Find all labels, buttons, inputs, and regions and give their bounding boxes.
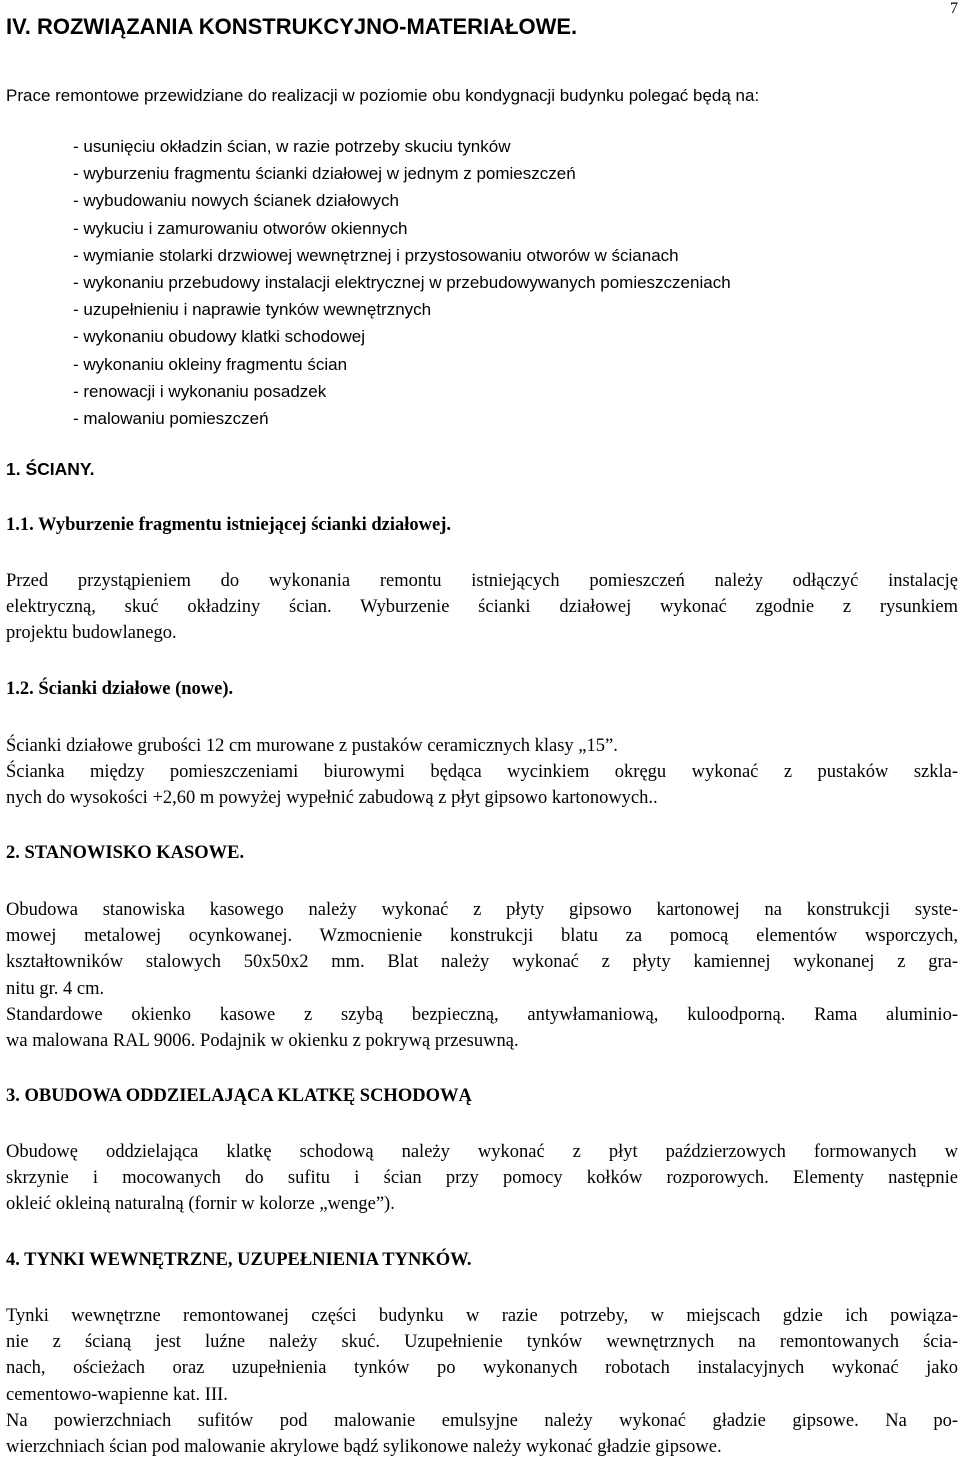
text-line: Przed przystąpieniem do wykonania remontu istniejących pomieszczeń należy odłączyć instalację xyxy=(6,571,958,591)
text-line: Ścianki działowe grubości 12 cm murowane z pustaków ceramicznych klasy „15”. xyxy=(6,736,618,756)
text-line: Obudowa stanowiska kasowego należy wykonać z płyty gipsowo kartonowej na konstrukcji syste- xyxy=(6,900,958,920)
text-line: skrzynie i mocowanych do sufitu i ścian przy pomocy kołków rozporowych. Elementy następnie xyxy=(6,1168,958,1189)
section-2-text xyxy=(6,897,958,1054)
list-item: - uzupełnieniu i naprawie tynków wewnętrznych xyxy=(73,300,432,320)
page-number: 7 xyxy=(950,0,958,17)
section-4-heading: 4. TYNKI WEWNĘTRZNE, UZUPEŁNIENIA TYNKÓW. xyxy=(6,1250,472,1270)
list-item: - wyburzeniu fragmentu ścianki działowej w jednym z pomieszczeń xyxy=(73,164,576,184)
list-item: - wykonaniu obudowy klatki schodowej xyxy=(73,327,365,347)
text-line: elektryczną, skuć okładziny ścian. Wyburzenie ścianki działowej wykonać zgodnie z rysunkiem xyxy=(6,597,958,618)
section-2-heading: 2. STANOWISKO KASOWE. xyxy=(6,843,245,863)
list-item: - renowacji i wykonaniu posadzek xyxy=(73,381,327,401)
text-line: Na powierzchniach sufitów pod malowanie emulsyjne należy wykonać gładzie gipsowe. Na po- xyxy=(6,1410,958,1431)
section-4-text xyxy=(6,1303,958,1460)
text-line: wa malowana RAL 9006. Podajnik w okienku z pokrywą przesuwną. xyxy=(6,1031,519,1052)
text-line: projektu budowlanego. xyxy=(6,623,177,644)
text-line: nitu gr. 4 cm. xyxy=(6,978,105,999)
section-1-1-text xyxy=(6,568,958,647)
list-item: - usunięciu okładzin ścian, w razie potrzeby skuciu tynków xyxy=(73,137,511,156)
text-line: nach, ościeżach oraz uzupełnienia tynków po wykonanych robotach instalacyjnych wykonać jako xyxy=(6,1358,958,1379)
text-line: Obudowę oddzielająca klatkę schodową należy wykonać z płyt paździerzowych formowanych w xyxy=(6,1142,958,1162)
section-1-heading: 1. ŚCIANY. xyxy=(6,459,95,479)
text-line: Tynki wewnętrzne remontowanej części budynku w razie potrzeby, w miejscach gdzie ich powiąza- xyxy=(6,1306,958,1326)
text-line: Ścianka między pomieszczeniami biurowymi będąca wycinkiem okręgu wykonać z pustaków szkla- xyxy=(6,762,958,783)
text-line: cementowo-wapienne kat. III. xyxy=(6,1384,228,1405)
text-line: Standardowe okienko kasowe z szybą bezpieczną, antywłamaniową, kuloodporną. Rama aluminio- xyxy=(6,1004,958,1025)
section-1-2-text xyxy=(6,733,958,812)
intro-paragraph: Prace remontowe przewidziane do realizacji w poziomie obu kondygnacji budynku polegać będą na: xyxy=(6,86,760,105)
list-item: - malowaniu pomieszczeń xyxy=(73,409,269,429)
list-item: - wykuciu i zamurowaniu otworów okiennych xyxy=(73,218,408,238)
section-3-heading: 3. OBUDOWA ODDZIELAJĄCA KLATKĘ SCHODOWĄ xyxy=(6,1086,472,1106)
list-item: - wybudowaniu nowych ścianek działowych xyxy=(73,191,399,211)
text-line: kształtowników stalowych 50x50x2 mm. Blat należy wykonać z płyty kamiennej wykonanej z gra- xyxy=(6,952,958,973)
text-line: mowej metalowej ocynkowanej. Wzmocnienie konstrukcji blatu za pomocą elementów wsporczych, xyxy=(6,926,958,947)
text-line: wierzchniach ścian pod malowanie akrylowe bądź sylikonowe należy wykonać gładzie gipsowe. xyxy=(6,1437,722,1458)
list-item: - wykonaniu przebudowy instalacji elektrycznej w przebudowywanych pomieszczeniach xyxy=(73,273,731,293)
text-line: nych do wysokości +2,60 m powyżej wypełnić zabudową z płyt gipsowo kartonowych.. xyxy=(6,788,658,809)
works-list xyxy=(73,133,953,432)
section-1-1-heading: 1.1. Wyburzenie fragmentu istniejącej ścianki działowej. xyxy=(6,515,451,535)
list-item: - wykonaniu okleiny fragmentu ścian xyxy=(73,354,348,374)
section-1-2-heading: 1.2. Ścianki działowe (nowe). xyxy=(6,679,234,699)
list-item: - wymianie stolarki drzwiowej wewnętrznej i przystosowaniu otworów w ścianach xyxy=(73,245,679,265)
text-line: nie z ścianą jest luźne należy skuć. Uzupełnienie tynków wewnętrznych na remontowanych ścia- xyxy=(6,1332,958,1353)
chapter-title: IV. ROZWIĄZANIA KONSTRUKCYJNO-MATERIAŁOWE. xyxy=(6,14,578,39)
text-line: okleić okleiną naturalną (fornir w kolorze „wenge”). xyxy=(6,1194,395,1215)
section-3-text xyxy=(6,1139,958,1218)
